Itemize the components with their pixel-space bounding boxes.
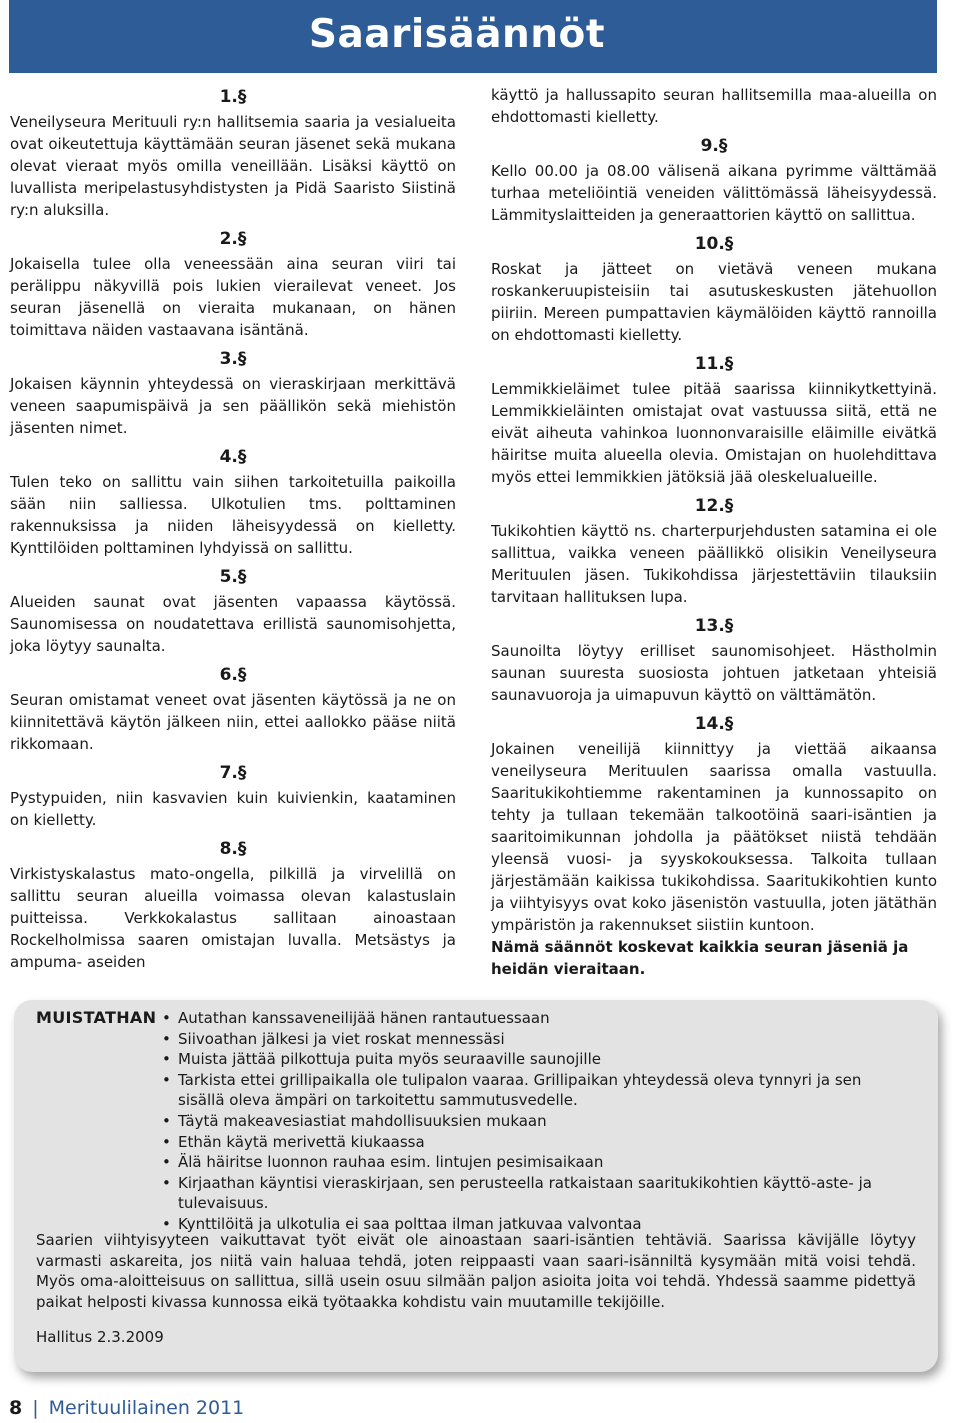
- list-item: • Älä häiritse luonnon rauhaa esim. lintujen pesimisaikaan: [162, 1152, 902, 1173]
- reminder-paragraph: Saarien viihtyisyyteen vaikuttavat työt eivät ole ainoastaan saari-isäntien tehtäviä. Saarissa kävijälle löytyy varmasti askareita, jos niitä vain haluaa tehdä, joten reippaasti vaan saari-isänniltä kysymään mitä voisi tehdä. Myös oma-aloitteisuus on sallittua, sillä usein osuu silmään paljon asioita joita voi tehdä. Yhdessä saamme pidettyä paikat helposti kivassa kunnossa eikä työtaakka kohdistu vain muutamille tekijöille.: [36, 1231, 916, 1311]
- section-text: Tulen teko on sallittu vain siihen tarkoitetuilla paikoilla sään niin salliessa. Ulkotulien tms. polttaminen rakennuksissa ja niiden läheisyydessä on kielletty. Kynttilöiden polttaminen lyhdyissä on sallittu.: [10, 473, 456, 557]
- section-text: Jokaisen käynnin yhteydessä on vieraskirjaan merkittävä veneen saapumispäivä ja sen päällikön sekä miehistön jäsenten nimet.: [10, 375, 456, 437]
- section-text-continued: käyttö ja hallussapito seuran hallitsemilla maa-alueilla on ehdottomasti kielletty.: [491, 86, 937, 126]
- publication-name: Merituulilainen 2011: [48, 1397, 245, 1419]
- list-item: • Kynttilöitä ja ulkotulia ei saa polttaa ilman jatkuvaa valvontaa: [162, 1214, 902, 1235]
- section-text: Saunoilta löytyy erilliset saunomisohjeet. Hästholmin saunan suuresta suosiosta johtuen jatketaan yhteisiä saunavuoroja ja uimapuvun käyttö on välttämätön.: [491, 642, 937, 704]
- list-item: • Kirjaathan käyntisi vieraskirjaan, sen perusteella ratkaistaan saaritukikohtien käyttö-aste- ja tulevaisuus.: [162, 1173, 902, 1214]
- section-number: 12.§: [694, 496, 734, 516]
- list-item: • Autathan kanssaveneilijää hänen rantautuessaan: [162, 1008, 902, 1029]
- list-item: • Ethän käytä merivettä kiukaassa: [162, 1132, 902, 1153]
- list-item: • Tarkista ettei grillipaikalla ole tulipalon vaaraa. Grillipaikan yhteydessä oleva tynnyri ja sen sisällä oleva ämpäri on tarkoitettu sammutusvedelle.: [162, 1070, 902, 1111]
- section-text: Kello 00.00 ja 08.00 välisenä aikana pyrimme välttämää turhaa meteliöintiä veneiden välittömässä läheisyydessä. Lämmityslaitteiden ja generaattorien käyttö on sallittua.: [491, 162, 937, 224]
- section-number: 1.§: [219, 87, 247, 107]
- section-text: Jokaisella tulee olla veneessään aina seuran viiri tai perälippu näkyvillä pois lukien vierailevat veneet. Jos seuran jäsenellä on vieraita mukanaan, on hänen toimittava näiden vastaavana isäntänä.: [10, 255, 456, 339]
- footer-separator: |: [32, 1397, 39, 1419]
- reminder-list: [162, 1008, 902, 1235]
- section-text: Jokainen veneilijä kiinnittyy ja viettää aikaansa veneilyseura Merituulen saarissa omalla vastuulla. Saaritukikohtiemme rakentaminen ja kunnossapito on tehty ja tullaan tekemään talkootöinä saari-isäntien ja saaritoimikunnan johdolla ja päätökset niistä tehdään yleensä vuosi- ja syyskokouksessa. Talkoita tullaan järjestämään kaikissa tukikohdissa. Saaritukikohtien kunto ja viihtyisyys ovat koko jäsenistön vastuulla, joten jätäthän ympäristön ja rakennukset siistiin kuntoon.: [491, 740, 937, 934]
- reminder-label: MUISTATHAN: [36, 1008, 157, 1027]
- section-text: Seuran omistamat veneet ovat jäsenten käytössä ja ne on kiinnitettävä käytön jälkeen niin, ettei aallokko pääse niitä rikkomaan.: [10, 691, 456, 753]
- list-item: • Siivoathan jälkesi ja viet roskat mennessäsi: [162, 1029, 902, 1050]
- section-number: 3.§: [219, 349, 247, 369]
- section-number: 13.§: [694, 616, 734, 636]
- section-number: 10.§: [694, 234, 734, 254]
- section-number: 8.§: [219, 839, 247, 859]
- section-text: Pystypuiden, niin kasvavien kuin kuivienkin, kaataminen on kielletty.: [10, 789, 456, 829]
- section-text: Roskat ja jätteet on vietävä veneen mukana roskankeruupisteisiin tai asutuskeskusten jätehuollon piiriin. Mereen pumpattavien käymälöiden käyttö rannoilla on ehdottomasti kielletty.: [491, 260, 937, 344]
- section-text: Virkistyskalastus mato-ongella, pilkillä ja virvelillä on sallittu seuran alueilla voimassa olevan kalastuslain puitteissa. Verkkokalastus sallitaan ainoastaan Rockelholmissa saaren omistajan luvalla. Metsästys ja ampuma- aseiden: [10, 865, 456, 971]
- list-item: • Täytä makeavesiastiat mahdollisuuksien mukaan: [162, 1111, 902, 1132]
- signature: Hallitus 2.3.2009: [36, 1328, 164, 1346]
- page-number: 8: [9, 1397, 23, 1419]
- section-number: 2.§: [219, 229, 247, 249]
- page-footer: [9, 1397, 244, 1419]
- section-number: 14.§: [694, 714, 734, 734]
- page-title: Saarisäännöt: [308, 12, 605, 57]
- section-number: 5.§: [219, 567, 247, 587]
- section-number: 9.§: [700, 136, 728, 156]
- section-number: 6.§: [219, 665, 247, 685]
- list-item: • Muista jättää pilkottuja puita myös seuraaville saunojille: [162, 1049, 902, 1070]
- section-text: Tukikohtien käyttö ns. charterpurjehdusten satamina ei ole sallittua, vaikka veneen päällikkö olisikin Veneilyseura Merituulen jäsen. Tukikohdissa järjestettäviin tilauksiin tarvitaan hallituksen lupa.: [491, 522, 937, 606]
- section-number: 7.§: [219, 763, 247, 783]
- closing-statement: Nämä säännöt koskevat kaikkia seuran jäseniä ja heidän vieraitaan.: [491, 938, 909, 978]
- section-text: Lemmikkieläimet tulee pitää saarissa kiinnikytkettyinä. Lemmikkieläinten omistajat ovat vastuussa siitä, että ne eivät aiheuta vahinkoa luonnonvaraisille eläimille eivätkä häiritse muita alueella olevia. Omistajan on huolehdittava myös ettei lemmikkien jätöksiä jää oleskelualueille.: [491, 380, 937, 486]
- section-text: Alueiden saunat ovat jäsenten vapaassa käytössä. Saunomisessa on noudatettava erillistä saunomisohjetta, joka löytyy saunalta.: [10, 593, 456, 655]
- left-column: [10, 86, 456, 973]
- title-banner: [9, 0, 937, 73]
- section-number: 4.§: [219, 447, 247, 467]
- section-text: Veneilyseura Merituuli ry:n hallitsemia saaria ja vesialueita ovat oikeutettuja käyttämään seuran jäsenet sekä mukana olevat vieraat myös omilla veneillään. Lisäksi käyttö on luvallista meripelastusyhdistysten ja Pidä Saaristo Siistinä ry:n aluksilla.: [10, 113, 456, 219]
- section-number: 11.§: [694, 354, 734, 374]
- right-column: [491, 84, 937, 980]
